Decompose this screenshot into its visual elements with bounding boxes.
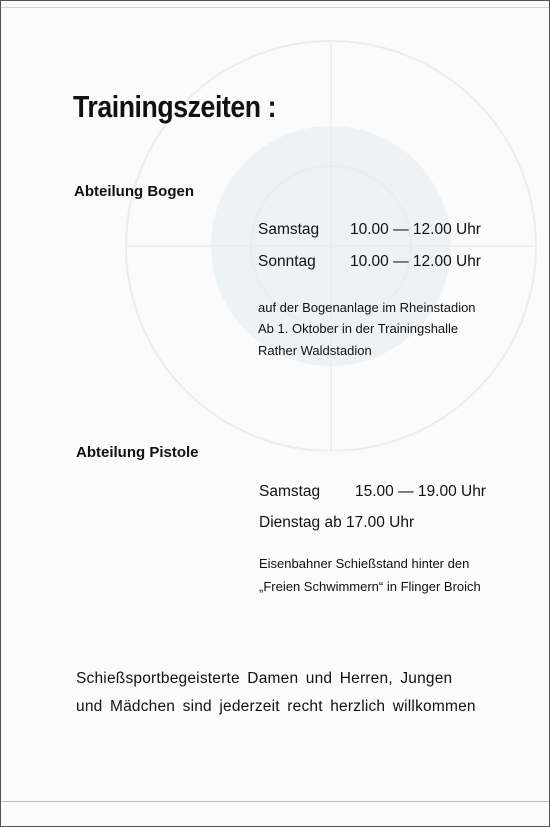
top-rule (1, 7, 549, 8)
time-value: 15.00 — 19.00 Uhr (355, 483, 486, 500)
invitation-line: und Mädchen sind jederzeit recht herzlich willkommen (76, 698, 476, 715)
time-value: 10.00 — 12.00 Uhr (350, 253, 481, 270)
time-value: 10.00 — 12.00 Uhr (350, 221, 481, 238)
day-label: Samstag (258, 221, 320, 238)
section-heading-bogen: Abteilung Bogen (74, 183, 194, 200)
bottom-rule (1, 801, 549, 802)
bogen-location-line: Ab 1. Oktober in der Trainingshalle (258, 321, 459, 336)
time-value: ab 17.00 Uhr (324, 514, 415, 531)
bogen-time-row (258, 221, 481, 239)
bogen-location-line: Rather Waldstadion (258, 343, 372, 358)
pistole-location-line: Eisenbahner Schießstand hinter den (259, 556, 470, 571)
section-heading-pistole: Abteilung Pistole (76, 444, 199, 461)
page-title: Trainingszeiten : (73, 89, 277, 124)
pistole-location-line: „Freien Schwimmern“ in Flinger Broich (259, 579, 481, 594)
bogen-time-row (258, 253, 481, 271)
pistole-time-row (259, 483, 486, 501)
day-label: Dienstag (259, 514, 321, 531)
invitation-line: Schießsportbegeisterte Damen und Herren, Jungen (76, 670, 453, 687)
bogen-location-line: auf der Bogenanlage im Rheinstadion (258, 300, 476, 315)
day-label: Samstag (259, 483, 321, 500)
pistole-time-row (259, 514, 414, 532)
day-label: Sonntag (258, 253, 316, 270)
